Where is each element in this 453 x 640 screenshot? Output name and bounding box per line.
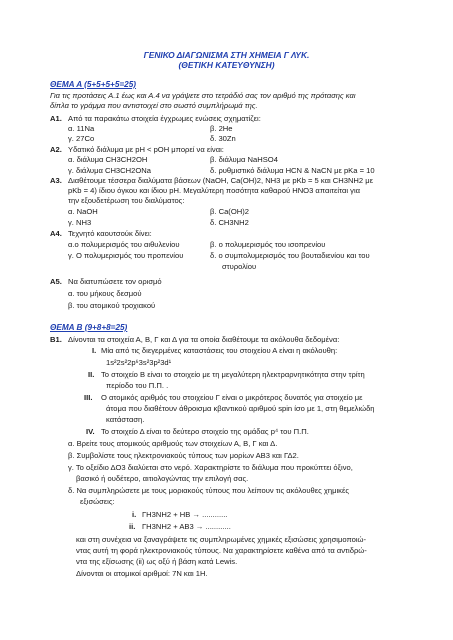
item-text: Μία από τις διεγερμένες καταστάσεις του στοιχείου Α είναι η ακόλουθη: xyxy=(101,346,338,355)
question-number: Α3. xyxy=(50,176,62,185)
subquestion-c-2: βασικό ή ουδέτερο, αιτιολογώντας την επιλογή σας. xyxy=(76,474,249,483)
thema-a-intro-2: δίπλα το γράμμα που αντιστοιχεί στο σωστό συμπλήρωμά της. xyxy=(50,101,258,110)
option-c: γ. διάλυμα CH3CH2ONa xyxy=(68,166,151,175)
given-data: Δίνονται οι ατομικοί αριθμοί: 7N και 1H. xyxy=(76,569,208,578)
option-d: δ. ρυθμιστικό διάλυμα HCN & NaCN με pKa = 10 xyxy=(210,166,375,175)
question-text: Από τα παρακάτω στοιχεία έγχρωμες ενώσεις σχηματίζει: xyxy=(68,114,261,123)
question-number: Α1. xyxy=(50,114,62,123)
item-number: I. xyxy=(92,346,97,355)
question-text-3: την εξουδετέρωση του διαλύματος: xyxy=(68,196,185,205)
subquestion-d-2: εξισώσεις: xyxy=(80,497,115,506)
option-b: β. ο πολυμερισμός του ισοπρενίου xyxy=(210,240,326,249)
item-text: Το στοιχείο Δ είναι το δεύτερο στοιχείο της ομάδας p⁴ του Π.Π. xyxy=(101,427,309,436)
option-c: γ. 27Co xyxy=(68,134,95,143)
option-d-cont: στυρολίου xyxy=(222,262,257,271)
question-text: Τεχνητό καουτσούκ δίνει: xyxy=(68,229,152,238)
instruction-text-1: και στη συνέχεια να ξαναγράψετε τις συμπληρωμένες χημικές εξισώσεις χρησιμοποιώ- xyxy=(76,535,366,544)
option-a: α. NaOH xyxy=(68,207,98,216)
question-number: Β1. xyxy=(50,335,62,344)
question-text: Να διατυπώσετε τον ορισμό xyxy=(68,277,162,286)
option-d: δ. 30Zn xyxy=(210,134,236,143)
thema-a-heading: ΘΕΜΑ Α (5+5+5+5=25) xyxy=(50,80,137,89)
question-text-2: pKb = 4) ίδιου όγκου και ίδιου pH. Μεγαλύτερη ποσότητα καθαρού HNO3 απαιτείται για xyxy=(68,186,361,195)
subquestion-c-1: γ. Το οξείδιο ΔΟ3 διαλύεται στο νερό. Χαρακτηρίστε το διάλυμα που προκύπτει όξινο, xyxy=(68,463,353,472)
item-number: II. xyxy=(88,370,95,379)
option-a: α. 11Na xyxy=(68,124,95,133)
option-b: β. Ca(OH)2 xyxy=(210,207,249,216)
subquestion-a: α. Βρείτε τους ατομικούς αριθμούς των στοιχείων Α, Β, Γ και Δ. xyxy=(68,439,278,448)
question-text: Δίνονται τα στοιχεία Α, Β, Γ και Δ για τα οποία διαθέτουμε τα ακόλουθα δεδομένα: xyxy=(68,335,340,344)
instruction-text-3: ντα της εξίσωσης (ii) ως οξύ ή βάση κατά Lewis. xyxy=(76,557,238,566)
exam-title: ΓΕΝΙΚΟ ΔΙΑΓΩΝΙΣΜΑ ΣΤΗ ΧΗΜΕΙΑ Γ ΛΥΚ. xyxy=(143,50,310,60)
question-text-1: Διαθέτουμε τέσσερα διαλύματα βάσεων (NaOH, Ca(OH)2, NH3 με pKb = 5 και CH3NH2 με xyxy=(68,176,374,185)
option-d: δ. ο συμπολυμερισμός του βουταδιενίου και του xyxy=(210,251,370,260)
option-b: β. διάλυμα NaHSO4 xyxy=(210,155,278,164)
question-number: Α5. xyxy=(50,277,62,286)
item-text-3: κατάσταση. xyxy=(106,415,145,424)
electron-config: 1s²2s²2p⁶3s²3p²3d¹ xyxy=(106,358,172,367)
option-c: γ. NH3 xyxy=(68,218,92,227)
thema-a-intro-1: Για τις προτάσεις Α.1 έως και Α.4 να γράψετε στο τετράδιό σας τον αριθμό της πρότασης και xyxy=(50,91,356,100)
item-text-2: άτομα που διαθέτουν άθροισμα κβαντικού αριθμού spin ίσο με 1, στη θεμελιώδη xyxy=(106,404,375,413)
option-a: α. του μήκους δεσμού xyxy=(68,289,142,298)
equation-1: ΓΗ3ΝΗ2 + ΗΒ → ............ xyxy=(142,510,228,519)
exam-subtitle: (ΘΕΤΙΚΗ ΚΑΤΕΥΘΥΝΣΗ) xyxy=(178,60,275,70)
item-text-1: Ο ατομικός αριθμός του στοιχείου Γ είναι ο μικρότερος δυνατός για στοιχείο με xyxy=(101,393,363,402)
instruction-text-2: ντας αυτή τη φορά ηλεκτρονιακούς τύπους. Να χαρακτηρίσετε καθένα από τα αντιδρώ- xyxy=(76,546,367,555)
item-number: III. xyxy=(84,393,93,402)
question-number: Α2. xyxy=(50,145,62,154)
option-a: α.ο πολυμερισμός του αιθυλενίου xyxy=(68,240,180,249)
equation-2: ΓΗ3ΝΗ2 + ΑΒ3 → ............ xyxy=(142,522,231,531)
option-b: β. του ατομικού τροχιακού xyxy=(68,301,156,310)
option-d: δ. CH3NH2 xyxy=(210,218,249,227)
equation-number: ii. xyxy=(129,522,136,531)
item-text-1: Το στοιχείο Β είναι το στοιχείο με τη μεγαλύτερη ηλεκτραρνητικότητα στην τρίτη xyxy=(101,370,365,379)
thema-b-heading: ΘΕΜΑ Β (9+8+8=25) xyxy=(50,323,128,332)
subquestion-b: β. Συμβολίστε τους ηλεκτρονιακούς τύπους των μορίων ΑΒ3 και ΓΔ2. xyxy=(68,451,299,460)
question-number: Α4. xyxy=(50,229,62,238)
question-text: Υδατικό διάλυμα με pH < pOH μπορεί να είναι: xyxy=(68,145,224,154)
item-number: IV. xyxy=(86,427,95,436)
subquestion-d-1: δ. Να συμπληρώσετε με τους μοριακούς τύπους που λείπουν τις ακόλουθες χημικές xyxy=(68,486,349,495)
equation-number: i. xyxy=(132,510,137,519)
option-b: β. 2He xyxy=(210,124,233,133)
option-c: γ. Ο πολυμερισμός του προπενίου xyxy=(68,251,184,260)
item-text-2: περίοδο του Π.Π. . xyxy=(106,381,169,390)
option-a: α. διάλυμα CH3CH2OH xyxy=(68,155,148,164)
